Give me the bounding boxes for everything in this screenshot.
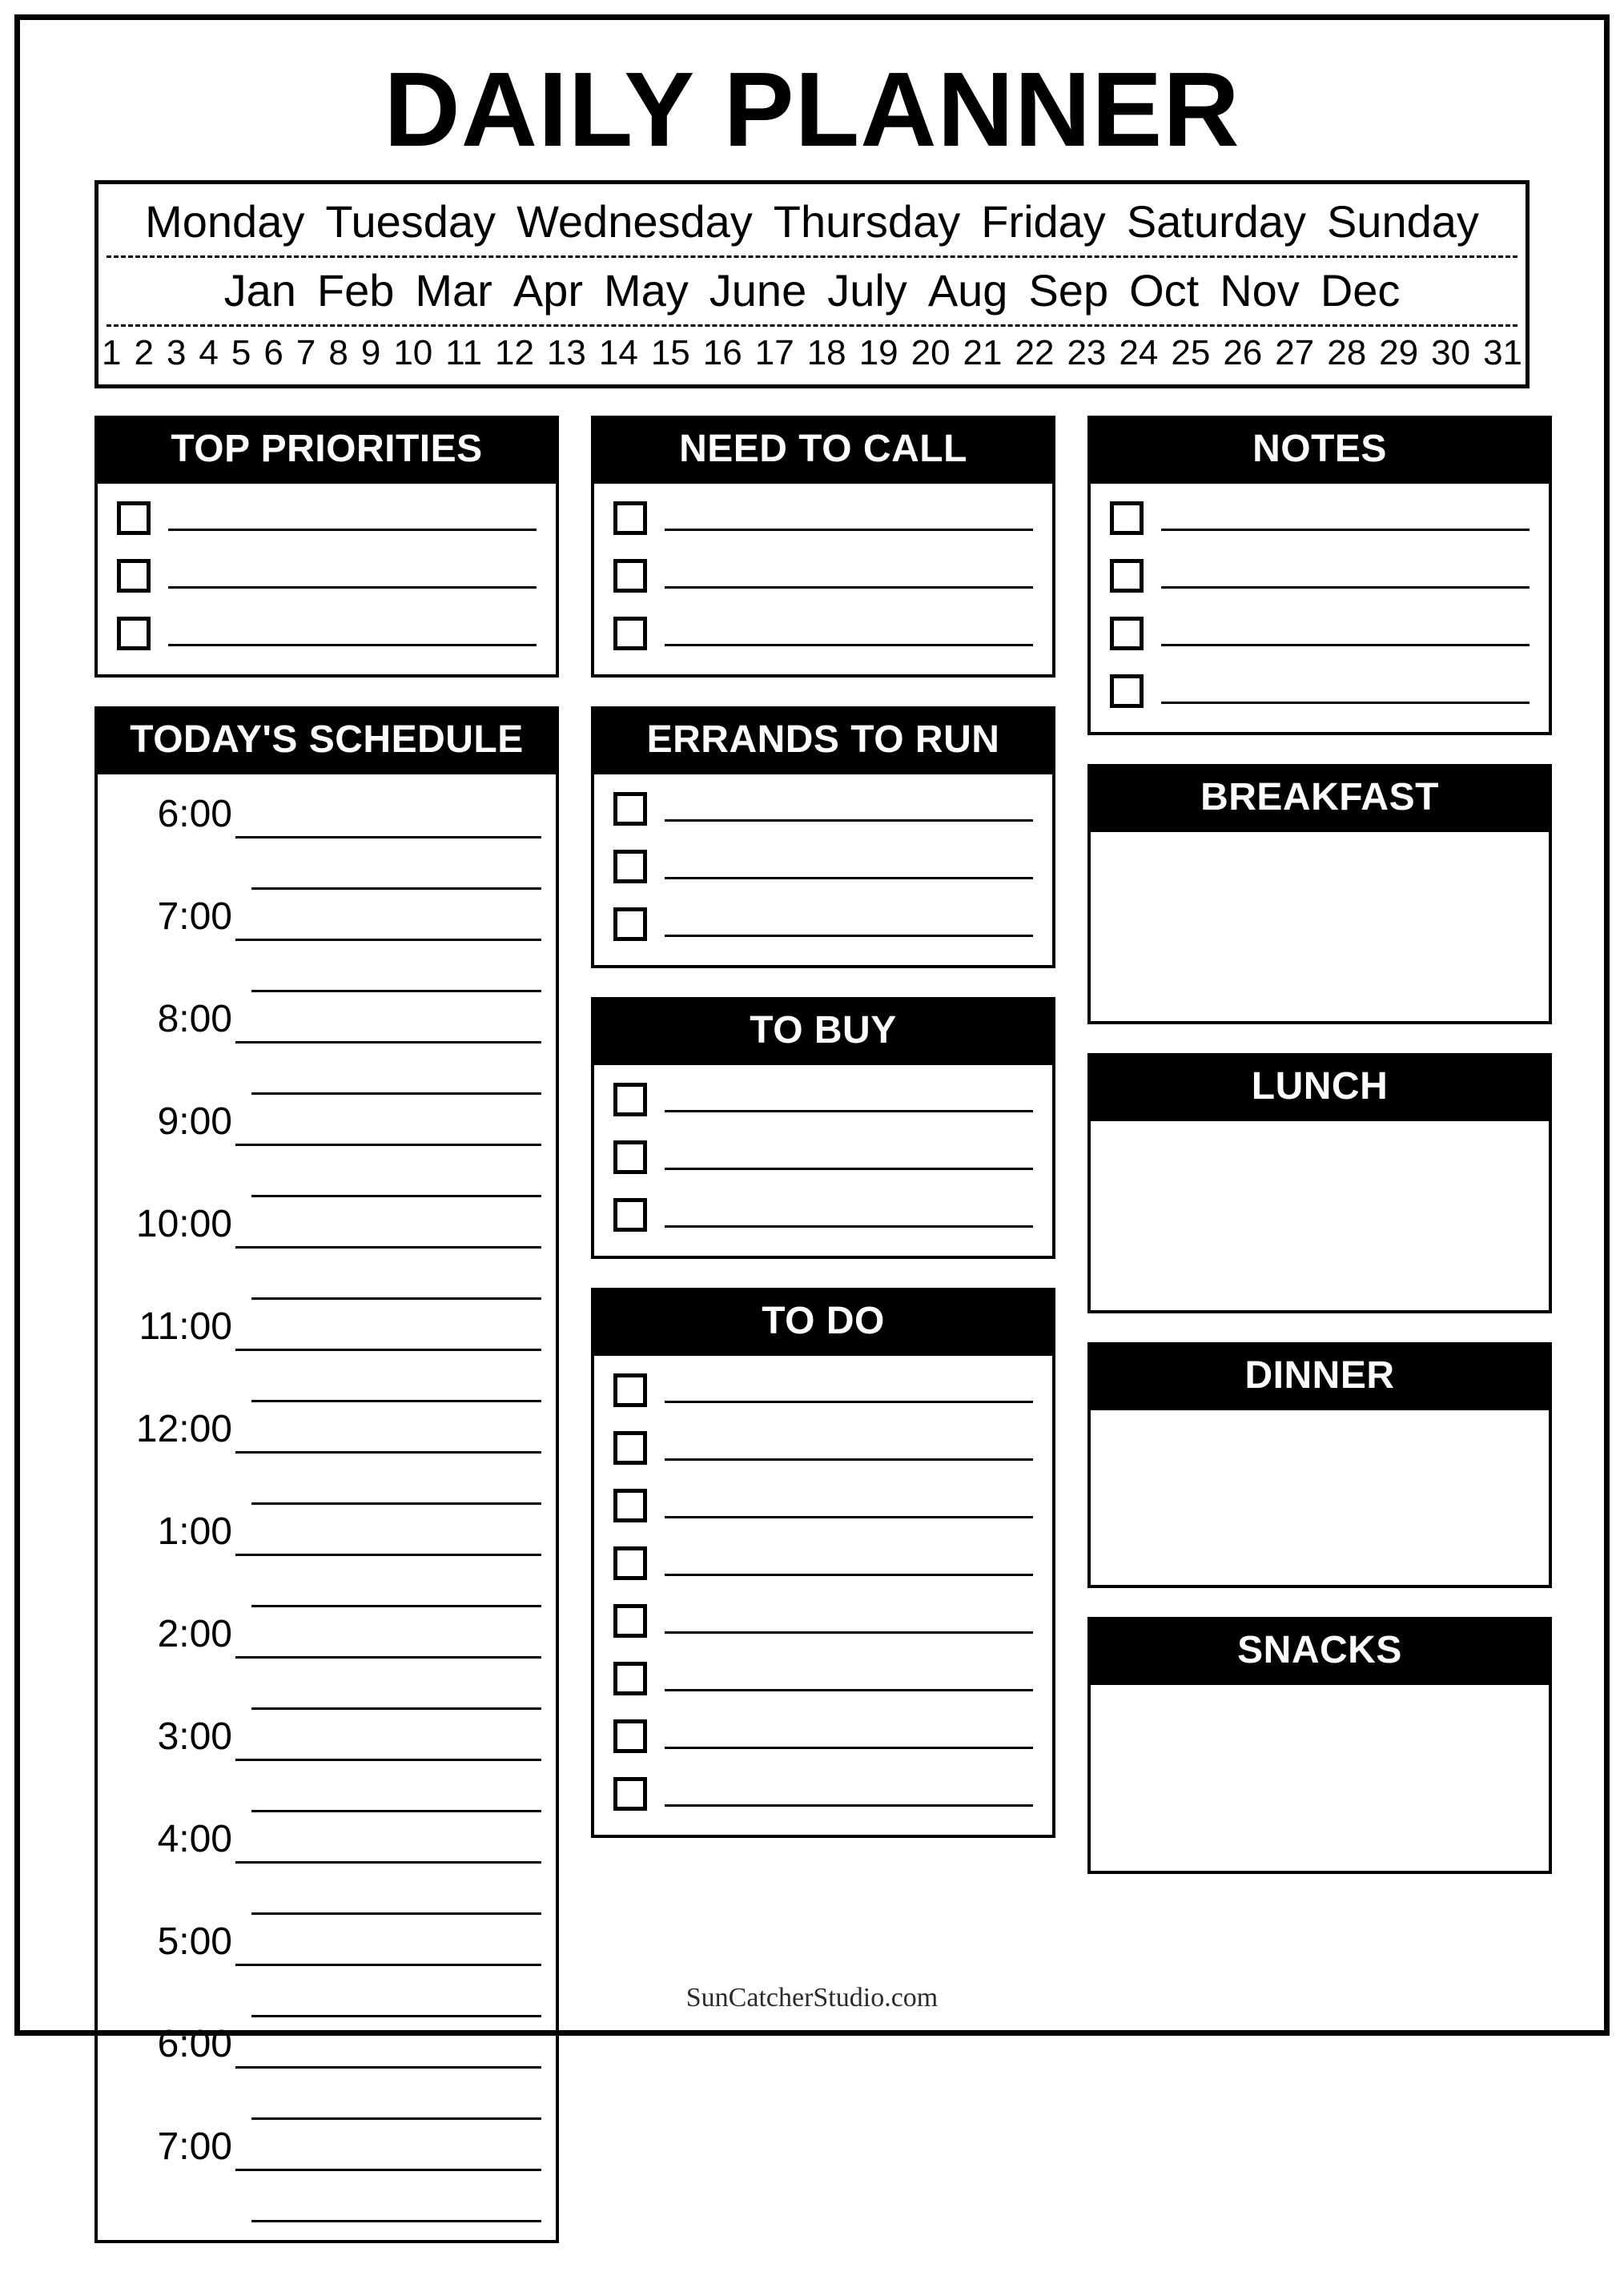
day-option[interactable]: Wednesday bbox=[517, 195, 753, 247]
checkbox-icon[interactable] bbox=[613, 559, 647, 593]
column-right bbox=[1087, 416, 1552, 1903]
day-number[interactable]: 3 bbox=[166, 332, 187, 372]
schedule-time: 7:00 bbox=[157, 895, 232, 938]
section-title: LUNCH bbox=[1087, 1053, 1552, 1121]
write-line[interactable] bbox=[1161, 505, 1530, 531]
schedule-row-half[interactable] bbox=[111, 2171, 541, 2222]
schedule-row[interactable] bbox=[111, 890, 541, 941]
schedule-time: 8:00 bbox=[157, 997, 232, 1040]
write-line[interactable] bbox=[168, 505, 537, 531]
schedule-entry-line[interactable] bbox=[251, 1783, 541, 1812]
section-title: ERRANDS TO RUN bbox=[591, 706, 1055, 774]
write-line[interactable] bbox=[665, 1201, 1033, 1228]
day-number[interactable]: 31 bbox=[1483, 332, 1523, 372]
breakfast-note-area[interactable] bbox=[1087, 832, 1552, 1024]
schedule-entry-line[interactable] bbox=[251, 1680, 541, 1710]
write-line[interactable] bbox=[665, 505, 1033, 531]
write-line[interactable] bbox=[665, 853, 1033, 879]
section-errands-to-run bbox=[591, 706, 1055, 968]
write-line[interactable] bbox=[1161, 562, 1530, 589]
section-title: TO DO bbox=[591, 1288, 1055, 1356]
schedule-row-half[interactable] bbox=[111, 1864, 541, 1915]
checkbox-icon[interactable] bbox=[613, 1083, 647, 1116]
schedule-time: 4:00 bbox=[157, 1817, 232, 1860]
schedule-row-half[interactable] bbox=[111, 838, 541, 890]
month-option[interactable]: Oct bbox=[1129, 264, 1200, 316]
schedule-entry-line[interactable] bbox=[251, 963, 541, 992]
checkbox-icon[interactable] bbox=[613, 1140, 647, 1174]
list-item[interactable] bbox=[613, 501, 1033, 535]
schedule-time: 5:00 bbox=[157, 1920, 232, 1963]
schedule-row-half[interactable] bbox=[111, 1761, 541, 1812]
day-option[interactable]: Saturday bbox=[1126, 195, 1306, 247]
month-option[interactable]: Apr bbox=[513, 264, 583, 316]
checkbox-icon[interactable] bbox=[117, 559, 151, 593]
write-line[interactable] bbox=[665, 911, 1033, 937]
write-line[interactable] bbox=[665, 795, 1033, 822]
day-number[interactable]: 7 bbox=[295, 332, 316, 372]
checkbox-icon[interactable] bbox=[613, 850, 647, 883]
list-item[interactable] bbox=[613, 559, 1033, 593]
schedule-entry-line[interactable] bbox=[235, 1424, 541, 1454]
day-number[interactable]: 19 bbox=[858, 332, 898, 372]
list-item[interactable] bbox=[613, 617, 1033, 650]
schedule-time: 1:00 bbox=[157, 1510, 232, 1553]
checkbox-icon[interactable] bbox=[613, 1546, 647, 1580]
day-number[interactable]: 10 bbox=[393, 332, 433, 372]
schedule-row[interactable] bbox=[111, 1197, 541, 1249]
day-number[interactable]: 29 bbox=[1379, 332, 1419, 372]
schedule-entry-line[interactable] bbox=[235, 1321, 541, 1351]
day-number[interactable]: 18 bbox=[806, 332, 846, 372]
schedule-entry-line[interactable] bbox=[235, 809, 541, 838]
checkbox-icon[interactable] bbox=[1110, 559, 1144, 593]
day-number[interactable]: 24 bbox=[1119, 332, 1159, 372]
section-breakfast bbox=[1087, 764, 1552, 1024]
month-option[interactable]: Aug bbox=[927, 264, 1008, 316]
schedule-row[interactable] bbox=[111, 1095, 541, 1146]
section-snacks bbox=[1087, 1617, 1552, 1874]
column-middle bbox=[591, 416, 1055, 1867]
section-title: NOTES bbox=[1087, 416, 1552, 484]
month-option[interactable]: Jan bbox=[223, 264, 296, 316]
list-item[interactable] bbox=[613, 907, 1033, 941]
day-number[interactable]: 5 bbox=[231, 332, 251, 372]
list-item[interactable] bbox=[613, 850, 1033, 883]
list-item[interactable] bbox=[613, 1373, 1033, 1407]
section-body bbox=[591, 774, 1055, 968]
day-number[interactable]: 1 bbox=[101, 332, 122, 372]
lunch-note-area[interactable] bbox=[1087, 1121, 1552, 1313]
write-line[interactable] bbox=[665, 620, 1033, 646]
schedule-row[interactable] bbox=[111, 1710, 541, 1761]
date-header bbox=[94, 180, 1530, 388]
write-line[interactable] bbox=[1161, 678, 1530, 704]
schedule-entry-line[interactable] bbox=[251, 1578, 541, 1607]
month-option[interactable]: May bbox=[603, 264, 689, 316]
checkbox-icon[interactable] bbox=[613, 1198, 647, 1232]
schedule-time: 7:00 bbox=[157, 2125, 232, 2168]
list-item[interactable] bbox=[613, 792, 1033, 826]
day-number[interactable]: 15 bbox=[650, 332, 690, 372]
schedule-entry-line[interactable] bbox=[235, 1526, 541, 1556]
list-item[interactable] bbox=[613, 1083, 1033, 1116]
list-item[interactable] bbox=[1110, 501, 1530, 535]
checkbox-icon[interactable] bbox=[1110, 617, 1144, 650]
month-option[interactable]: Dec bbox=[1320, 264, 1401, 316]
list-item[interactable] bbox=[613, 1431, 1033, 1465]
day-number[interactable]: 12 bbox=[494, 332, 534, 372]
checkbox-icon[interactable] bbox=[613, 1604, 647, 1638]
checkbox-icon[interactable] bbox=[1110, 501, 1144, 535]
list-item[interactable] bbox=[1110, 559, 1530, 593]
schedule-row[interactable] bbox=[111, 992, 541, 1044]
month-option[interactable]: Feb bbox=[316, 264, 395, 316]
schedule-row-half[interactable] bbox=[111, 1556, 541, 1607]
write-line[interactable] bbox=[665, 1665, 1033, 1691]
schedule-entry-line[interactable] bbox=[235, 1219, 541, 1249]
schedule-row[interactable] bbox=[111, 1300, 541, 1351]
list-item[interactable] bbox=[117, 617, 537, 650]
section-body bbox=[94, 484, 559, 678]
day-number[interactable]: 26 bbox=[1223, 332, 1263, 372]
schedule-time: 6:00 bbox=[157, 2022, 232, 2065]
day-number[interactable]: 20 bbox=[910, 332, 951, 372]
day-number[interactable]: 28 bbox=[1327, 332, 1367, 372]
day-option[interactable]: Sunday bbox=[1326, 195, 1479, 247]
write-line[interactable] bbox=[168, 562, 537, 589]
list-item[interactable] bbox=[613, 1489, 1033, 1522]
day-number[interactable]: 25 bbox=[1171, 332, 1211, 372]
section-notes bbox=[1087, 416, 1552, 735]
list-item[interactable] bbox=[1110, 674, 1530, 708]
checkbox-icon[interactable] bbox=[117, 617, 151, 650]
list-item[interactable] bbox=[613, 1198, 1033, 1232]
write-line[interactable] bbox=[665, 1607, 1033, 1634]
page-title: DAILY PLANNER bbox=[384, 50, 1240, 168]
section-body bbox=[1087, 484, 1552, 735]
day-option[interactable]: Tuesday bbox=[325, 195, 496, 247]
section-title: TO BUY bbox=[591, 997, 1055, 1065]
day-option[interactable]: Friday bbox=[981, 195, 1106, 247]
month-option[interactable]: June bbox=[709, 264, 807, 316]
write-line[interactable] bbox=[665, 1086, 1033, 1112]
section-title: SNACKS bbox=[1087, 1617, 1552, 1685]
schedule-entry-line[interactable] bbox=[251, 1168, 541, 1197]
schedule-entry-line[interactable] bbox=[251, 2193, 541, 2222]
day-number[interactable]: 11 bbox=[445, 332, 482, 372]
day-number[interactable]: 2 bbox=[134, 332, 154, 372]
day-number[interactable]: 4 bbox=[199, 332, 219, 372]
schedule-entry-line[interactable] bbox=[235, 1629, 541, 1659]
write-line[interactable] bbox=[665, 1377, 1033, 1403]
schedule-row[interactable] bbox=[111, 1812, 541, 1864]
day-number[interactable]: 21 bbox=[963, 332, 1003, 372]
day-number[interactable]: 8 bbox=[328, 332, 348, 372]
schedule-entry-line[interactable] bbox=[251, 2090, 541, 2120]
day-number[interactable]: 16 bbox=[702, 332, 742, 372]
snacks-note-area[interactable] bbox=[1087, 1685, 1552, 1874]
schedule-row-half[interactable] bbox=[111, 1454, 541, 1505]
schedule-entry-line[interactable] bbox=[235, 1834, 541, 1864]
checkbox-icon[interactable] bbox=[613, 907, 647, 941]
schedule-entry-line[interactable] bbox=[251, 860, 541, 890]
schedule-time: 3:00 bbox=[157, 1715, 232, 1758]
section-lunch bbox=[1087, 1053, 1552, 1313]
section-title: BREAKFAST bbox=[1087, 764, 1552, 832]
write-line[interactable] bbox=[1161, 620, 1530, 646]
day-number[interactable]: 17 bbox=[754, 332, 794, 372]
schedule-row-half[interactable] bbox=[111, 2069, 541, 2120]
schedule-row-half[interactable] bbox=[111, 1249, 541, 1300]
day-number[interactable]: 13 bbox=[546, 332, 586, 372]
checkbox-icon[interactable] bbox=[613, 1662, 647, 1695]
footer-credit: SunCatcherStudio.com bbox=[685, 1983, 939, 2013]
day-number[interactable]: 23 bbox=[1067, 332, 1107, 372]
write-line[interactable] bbox=[665, 1550, 1033, 1576]
list-item[interactable] bbox=[613, 1140, 1033, 1174]
month-option[interactable]: July bbox=[827, 264, 907, 316]
schedule-row[interactable] bbox=[111, 2120, 541, 2171]
schedule-time: 2:00 bbox=[157, 1612, 232, 1655]
list-item[interactable] bbox=[613, 1546, 1033, 1580]
planner-content bbox=[75, 18, 1549, 2272]
schedule-time: 9:00 bbox=[157, 1100, 232, 1143]
write-line[interactable] bbox=[665, 1144, 1033, 1170]
schedule-entry-line[interactable] bbox=[251, 1065, 541, 1095]
section-need-to-call bbox=[591, 416, 1055, 678]
checkbox-icon[interactable] bbox=[613, 1431, 647, 1465]
list-item[interactable] bbox=[1110, 617, 1530, 650]
schedule-row-half[interactable] bbox=[111, 1351, 541, 1402]
schedule-entry-line[interactable] bbox=[235, 2039, 541, 2069]
schedule-time: 10:00 bbox=[135, 1202, 232, 1245]
dinner-note-area[interactable] bbox=[1087, 1410, 1552, 1588]
schedule-row-half[interactable] bbox=[111, 1146, 541, 1197]
month-option[interactable]: Nov bbox=[1220, 264, 1300, 316]
day-option[interactable]: Thursday bbox=[773, 195, 961, 247]
section-to-buy bbox=[591, 997, 1055, 1259]
schedule-time: 12:00 bbox=[135, 1407, 232, 1450]
schedule-row-half[interactable] bbox=[111, 1044, 541, 1095]
checkbox-icon[interactable] bbox=[117, 501, 151, 535]
schedule-row[interactable] bbox=[111, 1402, 541, 1454]
section-body bbox=[591, 484, 1055, 678]
checkbox-icon[interactable] bbox=[613, 501, 647, 535]
schedule-entry-line[interactable] bbox=[235, 911, 541, 941]
days-row bbox=[107, 191, 1517, 255]
section-to-do bbox=[591, 1288, 1055, 1838]
schedule-entry-line[interactable] bbox=[251, 1885, 541, 1915]
write-line[interactable] bbox=[665, 1492, 1033, 1518]
section-title: TODAY'S SCHEDULE bbox=[94, 706, 559, 774]
schedule-row[interactable] bbox=[111, 1505, 541, 1556]
schedule-row[interactable] bbox=[111, 2017, 541, 2069]
list-item[interactable] bbox=[613, 1777, 1033, 1811]
schedule-row-half[interactable] bbox=[111, 941, 541, 992]
checkbox-icon[interactable] bbox=[613, 1777, 647, 1811]
write-line[interactable] bbox=[665, 1780, 1033, 1807]
day-number[interactable]: 30 bbox=[1431, 332, 1471, 372]
checkbox-icon[interactable] bbox=[613, 1719, 647, 1753]
schedule-entry-line[interactable] bbox=[235, 2141, 541, 2171]
schedule-entry-line[interactable] bbox=[235, 1116, 541, 1146]
section-top-priorities bbox=[94, 416, 559, 678]
day-number[interactable]: 9 bbox=[360, 332, 381, 372]
schedule-row[interactable] bbox=[111, 1915, 541, 1966]
section-body bbox=[94, 774, 559, 2243]
schedule-row[interactable] bbox=[111, 787, 541, 838]
day-numbers-row bbox=[101, 327, 1523, 375]
list-item[interactable] bbox=[117, 501, 537, 535]
list-item[interactable] bbox=[117, 559, 537, 593]
checkbox-icon[interactable] bbox=[1110, 674, 1144, 708]
section-title: DINNER bbox=[1087, 1342, 1552, 1410]
schedule-entry-line[interactable] bbox=[251, 1475, 541, 1505]
schedule-row[interactable] bbox=[111, 1607, 541, 1659]
day-number[interactable]: 27 bbox=[1275, 332, 1315, 372]
checkbox-icon[interactable] bbox=[613, 617, 647, 650]
list-item[interactable] bbox=[613, 1662, 1033, 1695]
write-line[interactable] bbox=[168, 620, 537, 646]
section-title: NEED TO CALL bbox=[591, 416, 1055, 484]
section-body bbox=[591, 1356, 1055, 1838]
write-line[interactable] bbox=[665, 562, 1033, 589]
schedule-entry-line[interactable] bbox=[235, 1014, 541, 1044]
list-item[interactable] bbox=[613, 1604, 1033, 1638]
write-line[interactable] bbox=[665, 1723, 1033, 1749]
schedule-entry-line[interactable] bbox=[235, 1936, 541, 1966]
schedule-row-half[interactable] bbox=[111, 1659, 541, 1710]
schedule-time: 6:00 bbox=[157, 792, 232, 835]
list-item[interactable] bbox=[613, 1719, 1033, 1753]
section-title: TOP PRIORITIES bbox=[94, 416, 559, 484]
day-option[interactable]: Monday bbox=[145, 195, 305, 247]
month-option[interactable]: Mar bbox=[415, 264, 492, 316]
months-row bbox=[107, 258, 1517, 324]
month-option[interactable]: Sep bbox=[1028, 264, 1109, 316]
schedule-entry-line[interactable] bbox=[235, 1731, 541, 1761]
checkbox-icon[interactable] bbox=[613, 1373, 647, 1407]
write-line[interactable] bbox=[665, 1434, 1033, 1461]
day-number[interactable]: 14 bbox=[598, 332, 638, 372]
checkbox-icon[interactable] bbox=[613, 1489, 647, 1522]
day-number[interactable]: 22 bbox=[1015, 332, 1055, 372]
schedule-entry-line[interactable] bbox=[251, 1373, 541, 1402]
section-dinner bbox=[1087, 1342, 1552, 1588]
checkbox-icon[interactable] bbox=[613, 792, 647, 826]
schedule-entry-line[interactable] bbox=[251, 1270, 541, 1300]
day-number[interactable]: 6 bbox=[263, 332, 283, 372]
section-body bbox=[591, 1065, 1055, 1259]
schedule-time: 11:00 bbox=[139, 1305, 232, 1348]
